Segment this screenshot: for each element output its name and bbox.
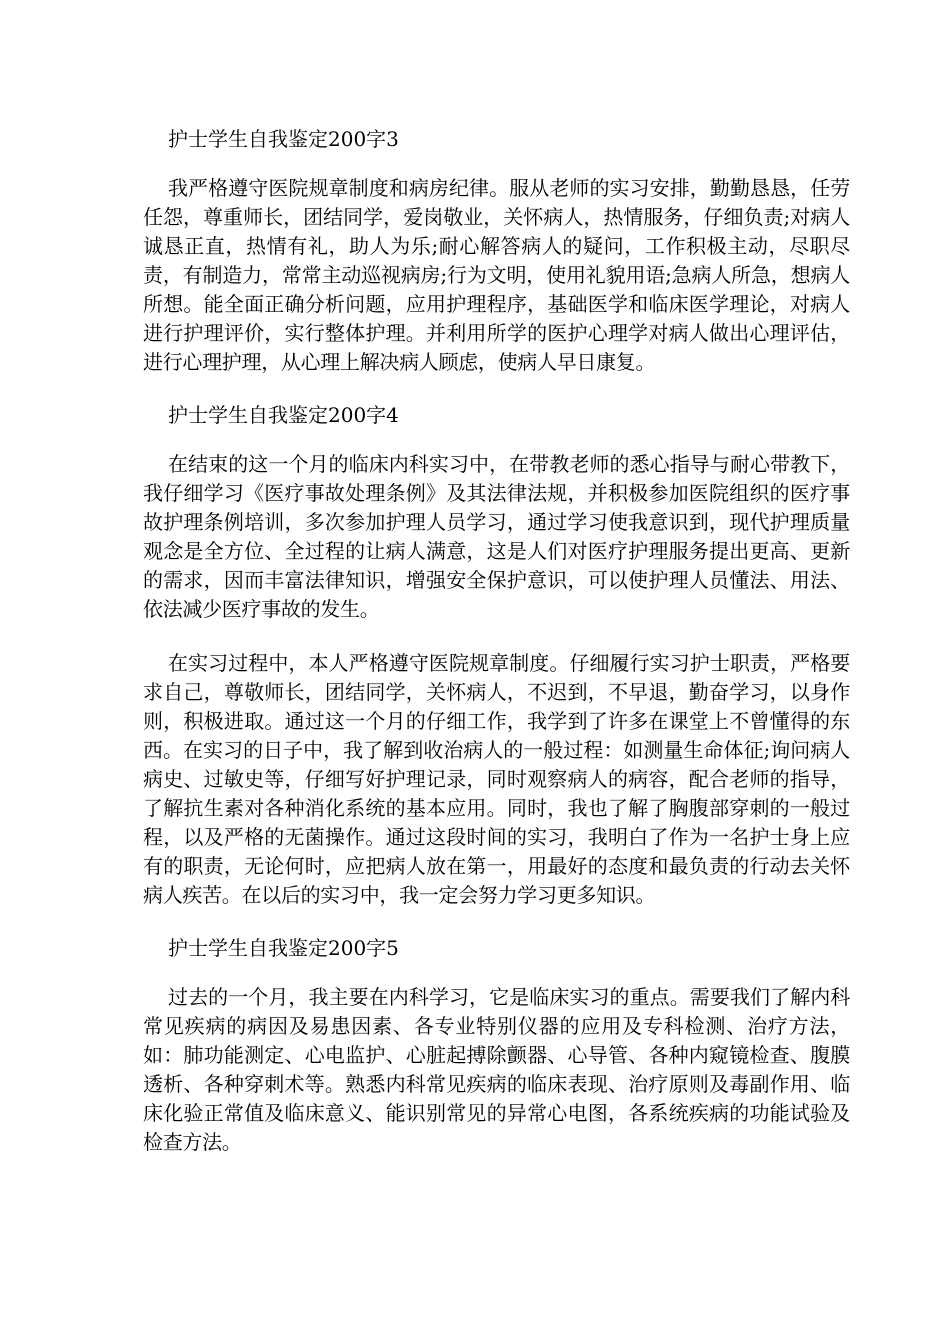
section-heading-5: 护士学生自我鉴定200字5: [168, 936, 399, 960]
section-5-paragraph-1: 过去的一个月，我主要在内科学习，它是临床实习的重点。需要我们了解内科常见疾病的病因及易患因素、各专业特别仪器的应用及专科检测、治疗方法，如：肺功能测定、心电监护、心脏起搏除颤器、心导管、各种内窥镜检查、腹膜透析、各种穿刺术等。熟悉内科常见疾病的临床表现、治疗原则及毒副作用、临床化验正常值及临床意义、能识别常见的异常心电图，各系统疾病的功能试验及检查方法。: [143, 985, 850, 1154]
section-heading-3: 护士学生自我鉴定200字3: [168, 127, 399, 151]
section-4-paragraph-1: 在结束的这一个月的临床内科实习中，在带教老师的悉心指导与耐心带教下，我仔细学习《医疗事故处理条例》及其法律法规，并积极参加医院组织的医疗事故护理条例培训，多次参加护理人员学习，通过学习使我意识到，现代护理质量观念是全方位、全过程的让病人满意，这是人们对医疗护理服务提出更高、更新的需求，因而丰富法律知识，增强安全保护意识，可以使护理人员懂法、用法、依法减少医疗事故的发生。: [143, 452, 850, 621]
section-3-paragraph-1: 我严格遵守医院规章制度和病房纪律。服从老师的实习安排，勤勤恳恳，任劳任怨，尊重师长，团结同学，爱岗敬业，关怀病人，热情服务，仔细负责;对病人诚恳正直，热情有礼，助人为乐;耐心解答病人的疑问，工作积极主动，尽职尽责，有制造力，常常主动巡视病房;行为文明，使用礼貌用语;急病人所急，想病人所想。能全面正确分析问题，应用护理程序，基础医学和临床医学理论，对病人进行护理评价，实行整体护理。并利用所学的医护心理学对病人做出心理评估，进行心理护理，从心理上解决病人顾虑，使病人早日康复。: [143, 176, 850, 374]
section-heading-4: 护士学生自我鉴定200字4: [168, 403, 399, 427]
section-4-paragraph-2: 在实习过程中，本人严格遵守医院规章制度。仔细履行实习护士职责，严格要求自己，尊敬师长，团结同学，关怀病人，不迟到，不早退，勤奋学习，以身作则，积极进取。通过这一个月的仔细工作，我学到了许多在课堂上不曾懂得的东西。在实习的日子中，我了解到收治病人的一般过程：如测量生命体征;询问病人病史、过敏史等，仔细写好护理记录，同时观察病人的病容，配合老师的指导，了解抗生素对各种消化系统的基本应用。同时，我也了解了胸腹部穿刺的一般过程，以及严格的无菌操作。通过这段时间的实习，我明白了作为一名护士身上应有的职责，无论何时，应把病人放在第一，用最好的态度和最负责的行动去关怀病人疾苦。在以后的实习中，我一定会努力学习更多知识。: [143, 651, 850, 907]
